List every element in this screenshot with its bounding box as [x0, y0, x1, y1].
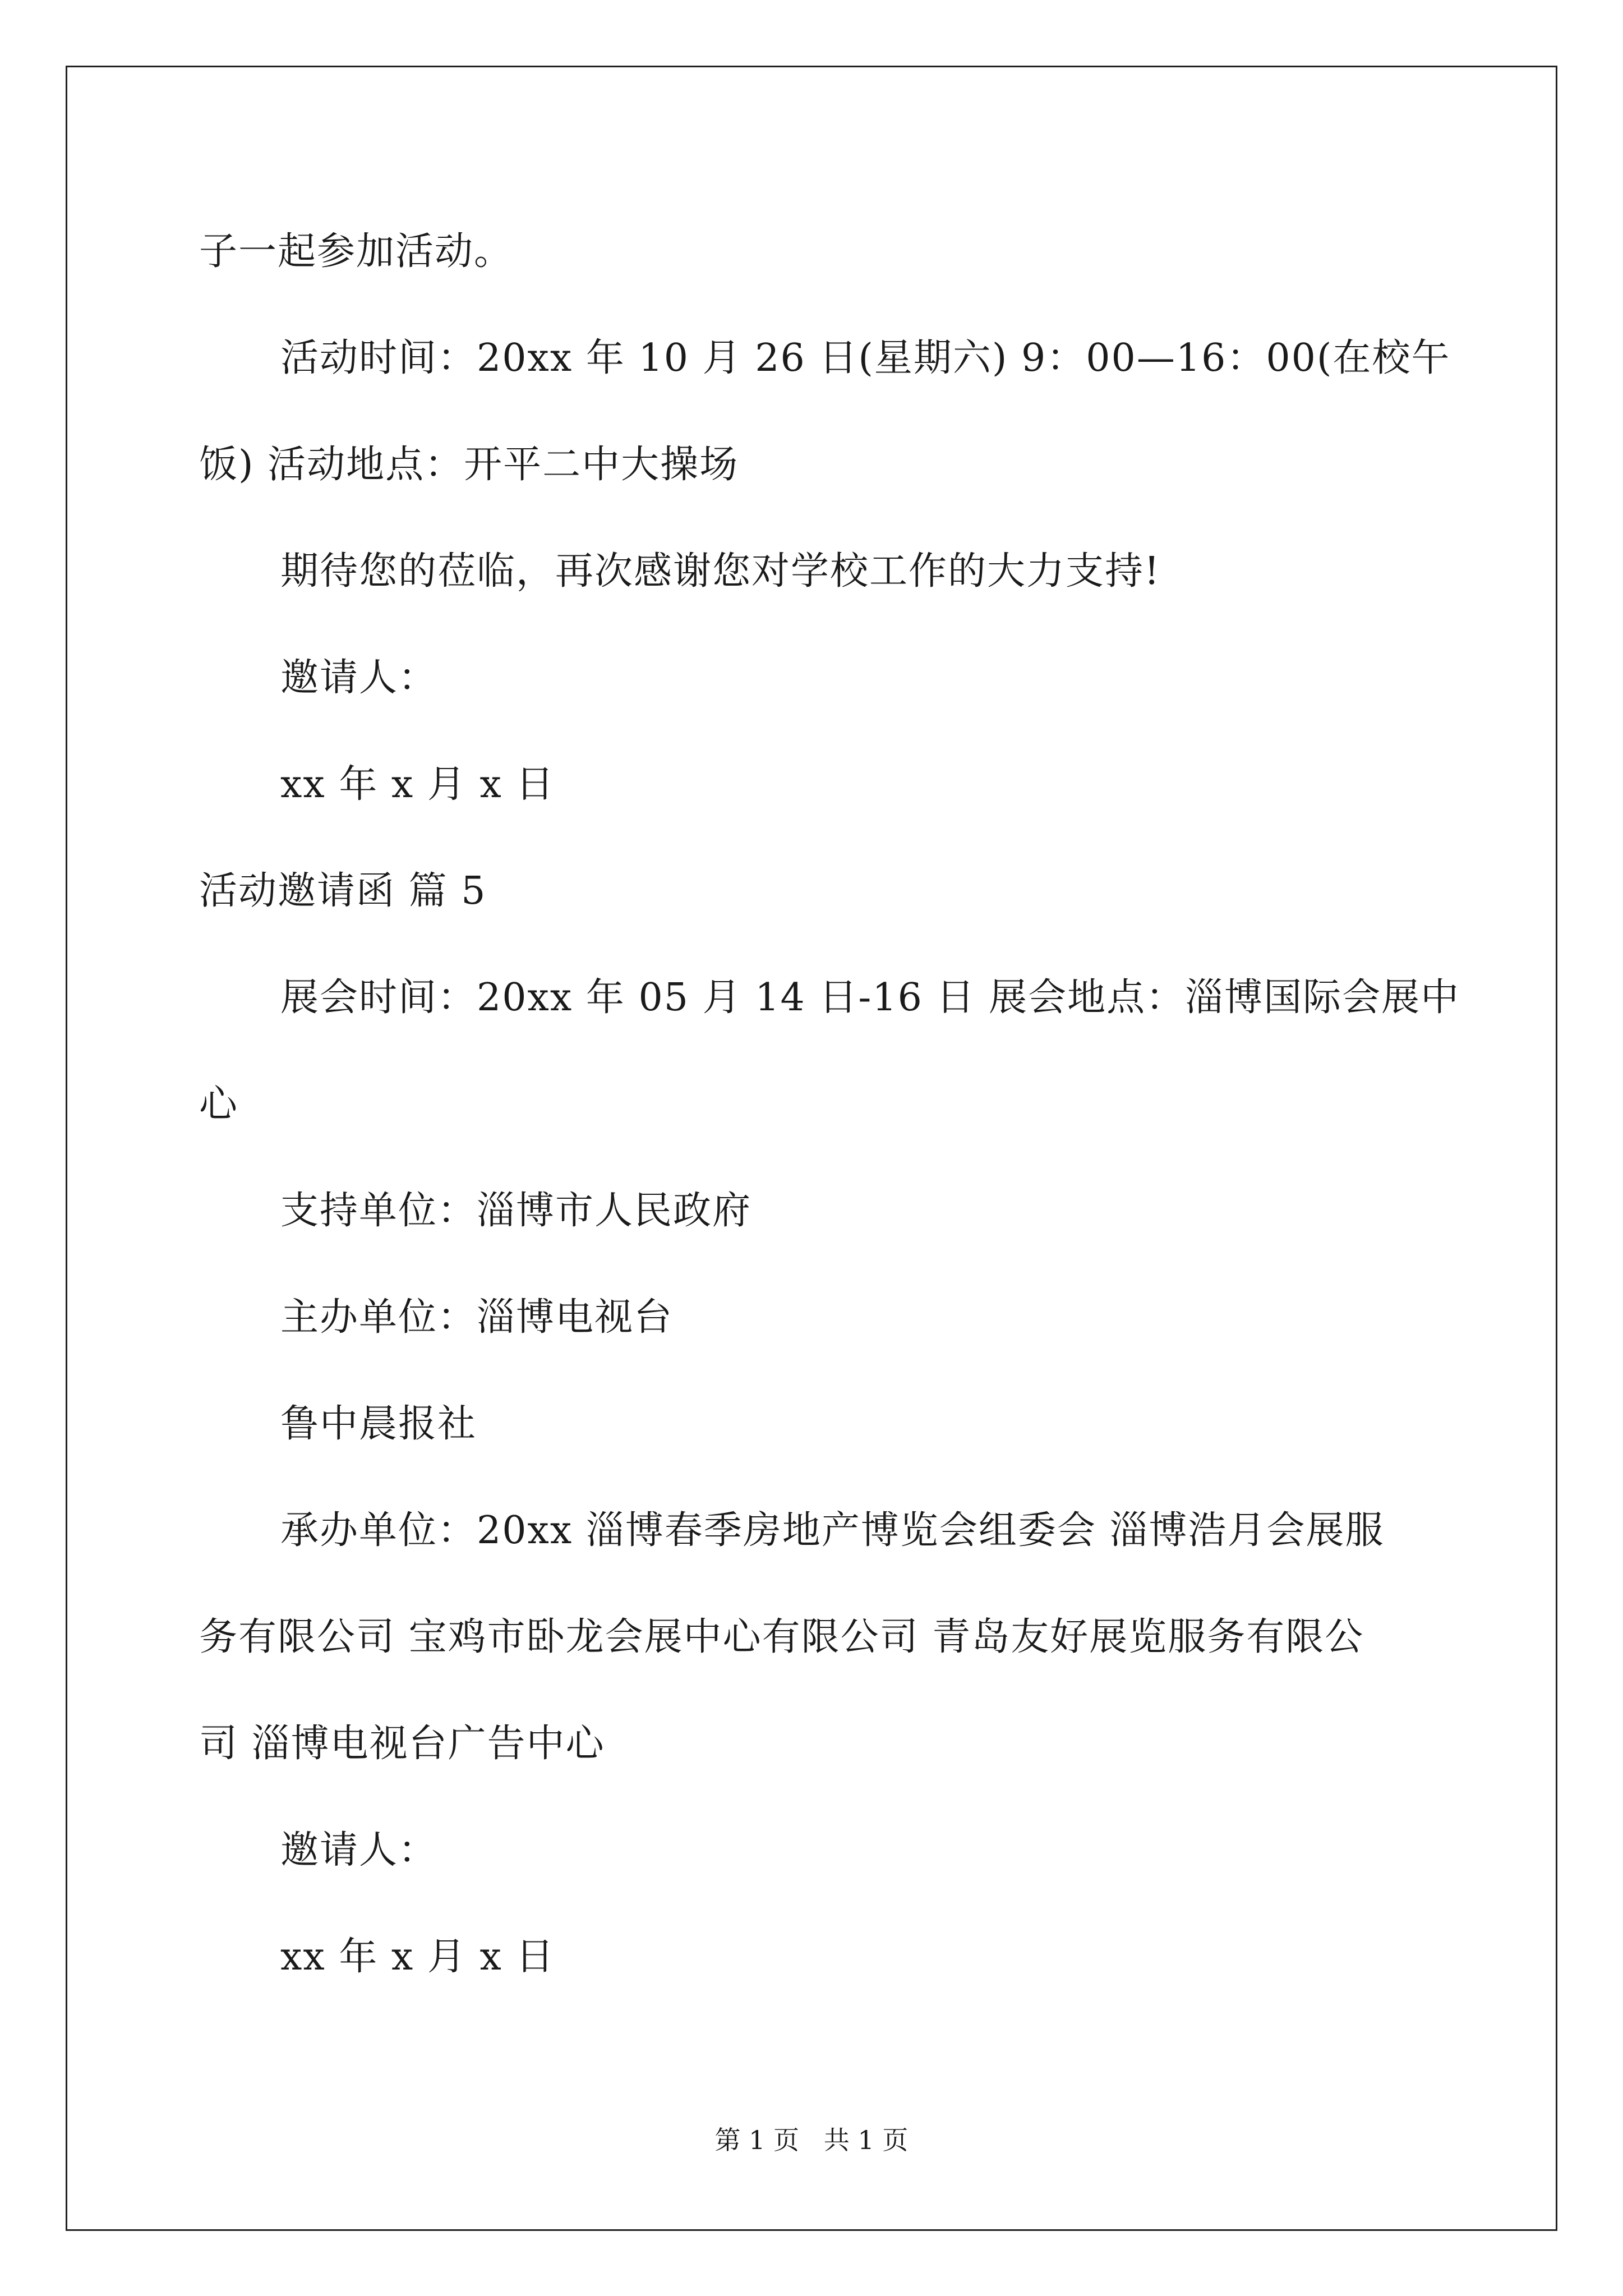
text-line-activity-place: 饭) 活动地点：开平二中大操场 — [199, 443, 739, 487]
text-line-thanks: 期待您的莅临，再次感谢您对学校工作的大力支持! — [280, 549, 1161, 593]
text-line-organizer-cont-1: 务有限公司 宝鸡市卧龙会展中心有限公司 青岛友好展览服务有限公 — [199, 1615, 1364, 1659]
text-line-organizer-cont-2: 司 淄博电视台广告中心 — [199, 1722, 605, 1766]
text-line-support-unit: 支持单位：淄博市人民政府 — [280, 1189, 752, 1233]
text-line-organizer: 承办单位：20xx 淄博春季房地产博览会组委会 淄博浩月会展服 — [280, 1508, 1385, 1553]
text-line-host-unit: 主办单位：淄博电视台 — [280, 1295, 674, 1340]
page-border — [66, 66, 1557, 2231]
text-line-date-2: xx 年 x 月 x 日 — [280, 1935, 555, 1979]
page-footer: 第 1 页 共 1 页 — [714, 2125, 909, 2155]
text-line-date: xx 年 x 月 x 日 — [280, 762, 555, 807]
text-line-continuation: 子一起参加活动。 — [199, 229, 514, 274]
text-line-host-unit-2: 鲁中晨报社 — [280, 1402, 477, 1446]
text-line-activity-time: 活动时间：20xx 年 10 月 26 日(星期六) 9：00—16：00(在校午 — [280, 336, 1451, 380]
text-line-inviter: 邀请人： — [280, 656, 438, 700]
text-line-inviter-2: 邀请人： — [280, 1828, 438, 1872]
text-line-expo-time: 展会时间：20xx 年 05 月 14 日-16 日 展会地点：淄博国际会展中 — [280, 976, 1460, 1020]
section-heading: 活动邀请函 篇 5 — [199, 869, 487, 913]
text-line-expo-place-cont: 心 — [199, 1082, 239, 1126]
